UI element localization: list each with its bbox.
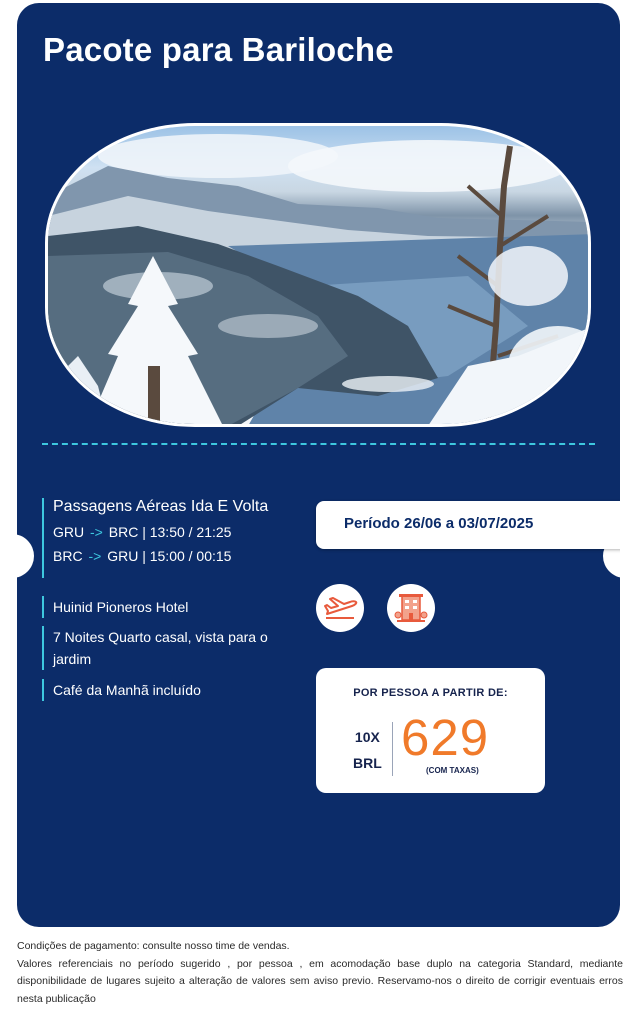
price-amount: 629	[401, 709, 490, 766]
installments-block	[353, 724, 382, 776]
route-destination: GRU	[107, 548, 139, 564]
route-times: | 15:00 / 00:15	[142, 548, 232, 564]
flights-info	[42, 498, 268, 578]
meal-plan: Café da Manhã incluído	[53, 682, 201, 698]
page-title: Pacote para Bariloche	[43, 31, 394, 68]
price-heading: POR PESSOA A PARTIR DE:	[353, 687, 508, 699]
airplane-icon	[316, 584, 364, 632]
footer-disclaimer	[17, 938, 623, 1008]
installments: 10X	[354, 729, 380, 745]
package-card	[17, 3, 620, 927]
meal-block	[42, 679, 292, 701]
accent-bar	[42, 498, 44, 578]
accent-bar	[42, 596, 44, 618]
ticket-notch-left	[17, 534, 34, 578]
hotel-name: Huinid Pioneros Hotel	[53, 599, 189, 615]
route-origin: BRC	[53, 548, 83, 564]
route-origin: GRU	[53, 524, 85, 540]
accent-bar	[42, 626, 44, 670]
route-times: | 13:50 / 21:25	[142, 524, 232, 540]
accent-bar	[42, 679, 44, 701]
price-box	[316, 668, 545, 793]
route-destination: BRC	[108, 524, 139, 540]
disclaimer-text: Valores referenciais no período sugerido , por pessoa , em acomodação base duplo na categoria Standard, mediante disponibilidade de lugares sujeito a alteração de valores sem aviso previo. Reservamo-nos o direito de corrigir eventuais erros nesta publicação	[17, 957, 623, 1005]
hotel-room: 7 Noites Quarto casal, vista para o jardim	[53, 629, 268, 667]
route-return	[53, 548, 268, 564]
hotel-name-block	[42, 596, 292, 618]
payment-conditions: Condições de pagamento: consulte nosso time de vendas.	[17, 940, 290, 952]
currency: BRL	[353, 755, 382, 771]
hotel-room-block	[42, 626, 292, 670]
route-outbound	[53, 524, 268, 540]
destination-photo	[45, 123, 591, 427]
price-separator	[392, 722, 393, 776]
period-label: Período 26/06 a 03/07/2025	[344, 515, 534, 532]
flights-heading: Passagens Aéreas Ida E Volta	[53, 498, 269, 515]
hotel-icon	[387, 584, 435, 632]
route-arrow: ->	[88, 548, 102, 564]
price-note: (COM TAXAS)	[426, 766, 479, 775]
period-badge	[316, 501, 620, 549]
dashed-divider	[42, 443, 595, 445]
route-arrow: ->	[90, 524, 103, 540]
